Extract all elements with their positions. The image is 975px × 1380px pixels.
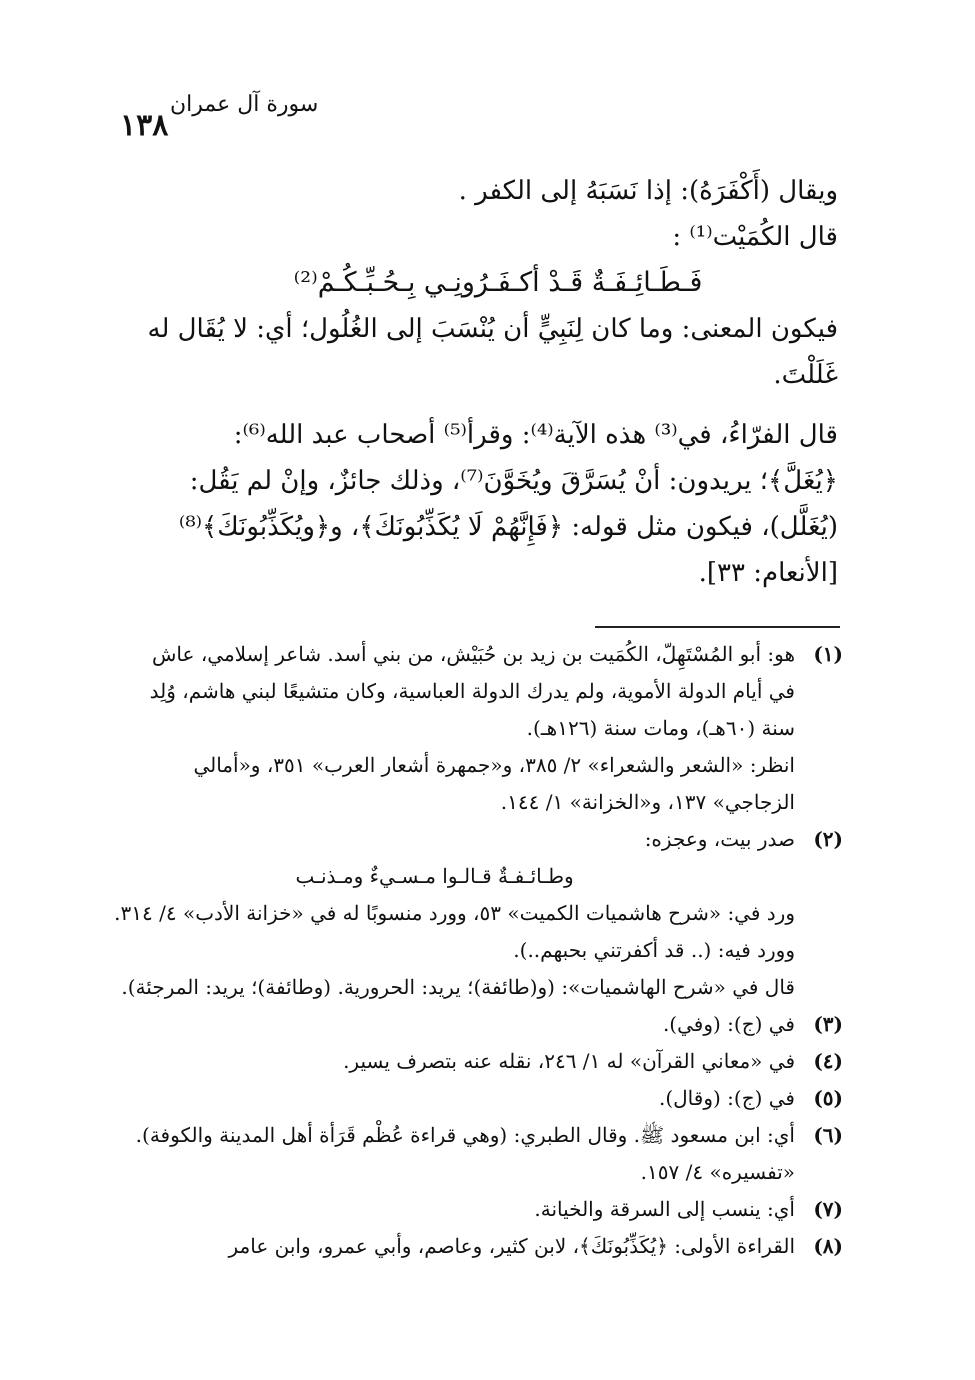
footnote-line: في أيام الدولة الأموية، ولم يدرك الدولة العباسية، وكان متشيعًا لبني هاشم، وُلِد bbox=[149, 679, 795, 703]
footnote-number: (٥) bbox=[813, 1086, 843, 1110]
footnote-line: هو: أبو المُسْتَهِلّ، الكُمَيت بن زيد بن حُبَيْش، من بني أسد. شاعر إسلامي، عاش bbox=[152, 642, 795, 666]
footnote-line: أي: ابن مسعود ﷺ. وقال الطبري: (وهي قراءة عُظْم قَرَأة أهل المدينة والكوفة). bbox=[135, 1123, 795, 1147]
footnote-number: (٦) bbox=[813, 1123, 843, 1147]
footnote-5 bbox=[118, 1080, 843, 1117]
paragraph-line: ﴿يُغَلَّ﴾؛ يريدون: أنْ يُسَرَّقَ ويُخَوَّنَ⁽⁷⁾، وذلك جائزٌ، وإنْ لم يَقُل: bbox=[189, 466, 838, 496]
footnote-number: (٧) bbox=[813, 1197, 843, 1221]
footnote-line: في «معاني القرآن» له ١/ ٢٤٦، نقله عنه بتصرف يسير. bbox=[343, 1049, 795, 1073]
footnote-line: صدر بيت، وعجزه: bbox=[644, 827, 795, 851]
footnote-line: ورد في: «شرح هاشميات الكميت» ٥٣، وورد منسوبًا له في «خزانة الأدب» ٤/ ٣١٤. bbox=[114, 901, 795, 925]
running-header-title: سورة آل عمران bbox=[170, 92, 319, 117]
footnote-number: (٢) bbox=[813, 827, 843, 851]
footnote-7 bbox=[118, 1191, 843, 1228]
footnote-line: القراءة الأولى: ﴿يُكَذِّبُونَكَ﴾، لابن كثير، وعاصم، وأبي عمرو، وابن عامر bbox=[228, 1234, 795, 1258]
footnote-line: في (ج): (وقال). bbox=[658, 1086, 795, 1110]
footnote-number: (١) bbox=[813, 642, 843, 666]
paragraph-line: [الأنعام: ٣٣]. bbox=[698, 558, 838, 588]
footnote-line: «تفسيره» ٤/ ١٥٧. bbox=[640, 1160, 795, 1184]
footnote-number: (٤) bbox=[813, 1049, 843, 1073]
footnote-3 bbox=[118, 1006, 843, 1043]
footnote-line: أي: ينسب إلى السرقة والخيانة. bbox=[534, 1197, 795, 1221]
footnote-separator bbox=[595, 626, 840, 628]
footnote-6 bbox=[118, 1117, 843, 1191]
paragraph-line: غَلَلْتَ. bbox=[773, 360, 838, 390]
footnote-number: (٨) bbox=[813, 1234, 843, 1258]
poetry-verse: فَـطَـائِـفَـةٌ قَـدْ أكـفَـرُونِـي بِـحُـبِّـكُـمْ⁽²⁾ bbox=[293, 267, 703, 298]
paragraph-line: ويقال (أَكْفَرَهُ): إذا نَسَبَهُ إلى الكفر . bbox=[458, 176, 838, 206]
paragraph-line: (يُغَلَّل)، فيكون مثل قوله: ﴿فَإِنَّهُمْ لَا يُكَذِّبُونَكَ﴾، و﴿ويُكَذِّبُونَكَ﴾⁽⁸⁾ bbox=[178, 512, 838, 542]
footnote-verse: وطـائـفـةٌ قـالـوا مـسـيءٌ ومـذنـب bbox=[295, 864, 574, 888]
paragraph-line: قال الفرّاءُ، في⁽³⁾ هذه الآية⁽⁴⁾: وقرأ⁽⁵⁾ أصحاب عبد الله⁽⁶⁾: bbox=[233, 420, 838, 450]
footnote-line: في (ج): (وفي). bbox=[662, 1012, 795, 1036]
page-number: ١٣٨ bbox=[120, 108, 169, 143]
footnotes bbox=[114, 636, 843, 1265]
footnote-4 bbox=[118, 1043, 843, 1080]
footnote-line: الزجاجي» ١٣٧، و«الخزانة» ١/ ١٤٤. bbox=[500, 790, 795, 814]
footnote-number: (٣) bbox=[813, 1012, 843, 1036]
footnote-1 bbox=[118, 636, 843, 821]
footnote-line: سنة (٦٠هـ)، ومات سنة (١٢٦هـ). bbox=[526, 716, 795, 740]
footnote-2 bbox=[114, 821, 843, 1006]
footnote-line: انظر: «الشعر والشعراء» ٢/ ٣٨٥، و«جمهرة أشعار العرب» ٣٥١، و«أمالي bbox=[193, 753, 795, 777]
footnote-8 bbox=[118, 1228, 843, 1265]
footnote-line: قال في «شرح الهاشميات»: (و(طائفة)؛ يريد: الحرورية. (وطائفة)؛ يريد: المرجئة). bbox=[121, 975, 795, 999]
paragraph-line: فيكون المعنى: وما كان لِنَبِيٍّ أن يُنْسَبَ إلى الغُلُول؛ أي: لا يُقَال له bbox=[147, 314, 838, 344]
paragraph-line: قال الكُمَيْت⁽¹⁾ : bbox=[672, 222, 838, 252]
main-text bbox=[118, 168, 838, 596]
footnote-line: وورد فيه: (.. قد أكفرتني بحبهم..). bbox=[513, 938, 795, 962]
